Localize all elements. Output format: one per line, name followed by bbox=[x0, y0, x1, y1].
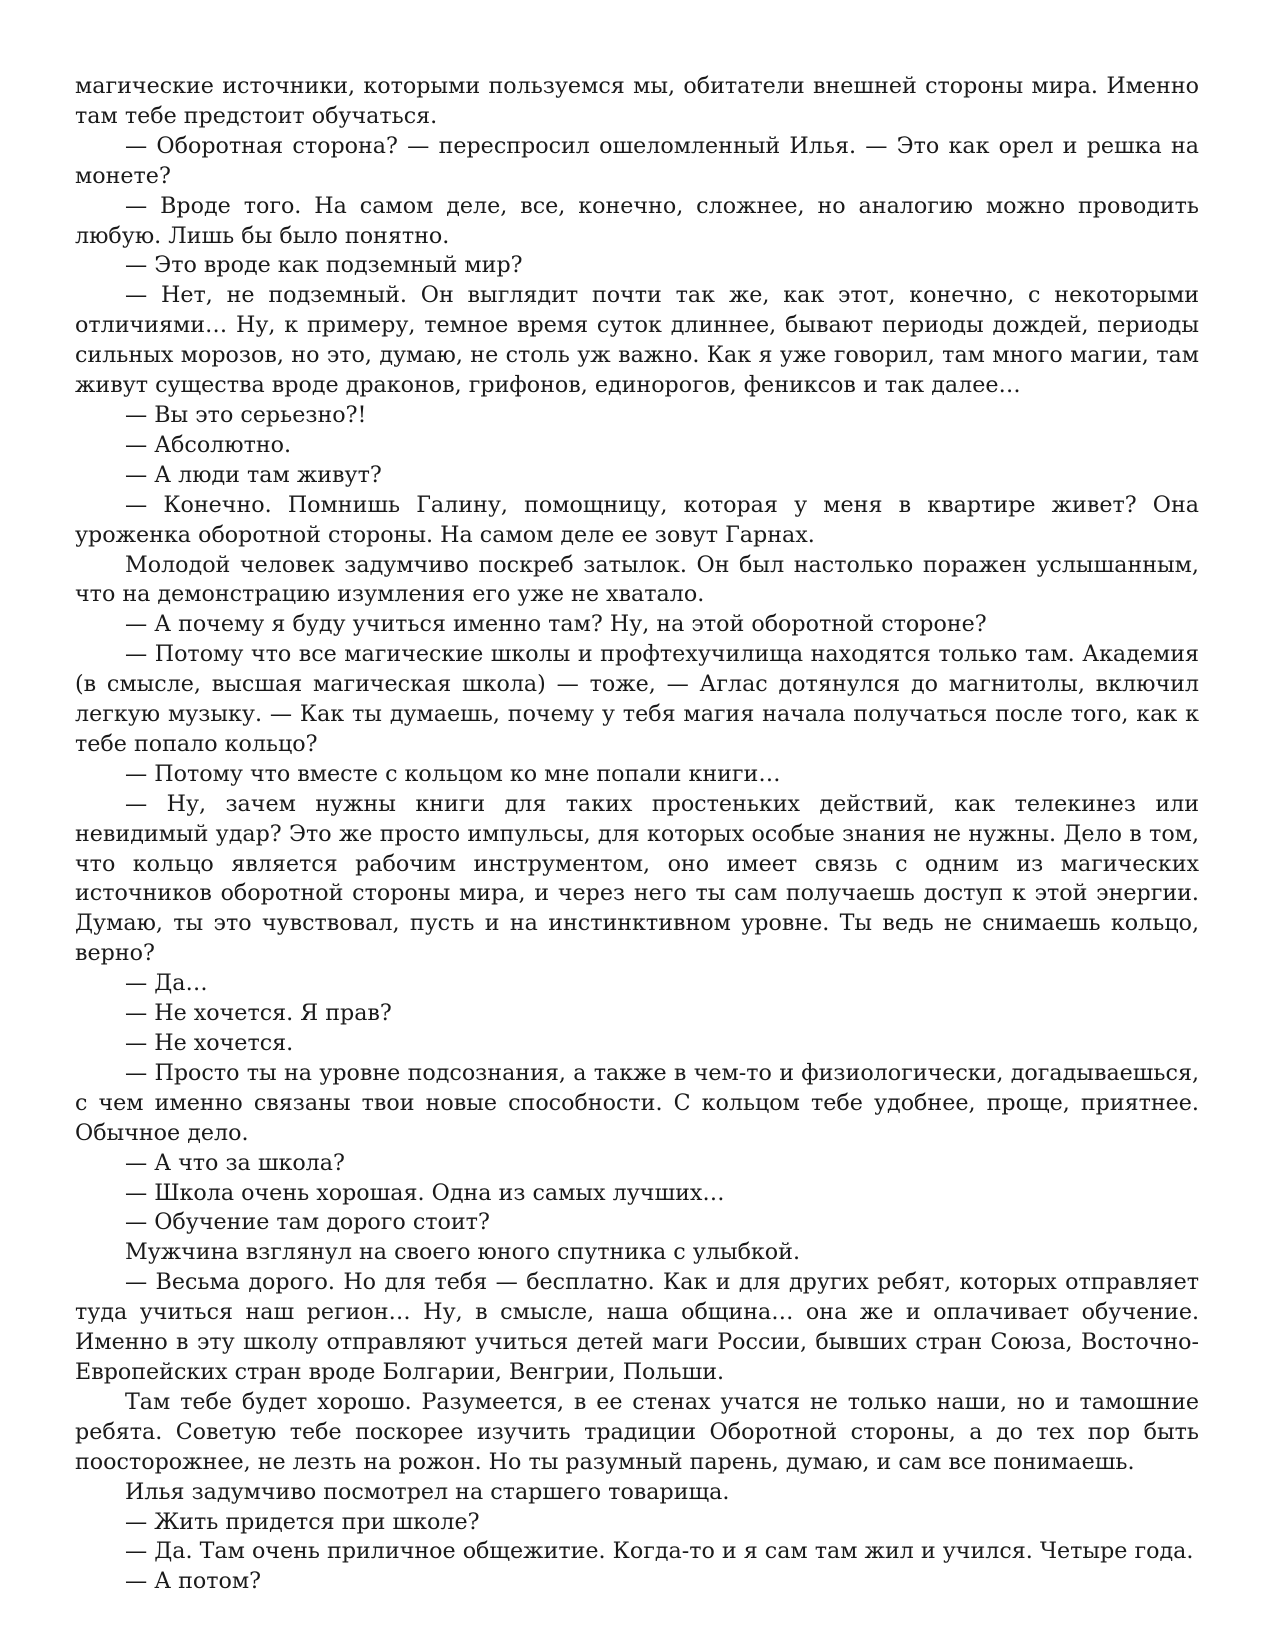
paragraph: — Вроде того. На самом деле, все, конечно, сложнее, но аналогию можно проводить любую. Лишь бы было понятно. bbox=[75, 192, 1199, 249]
paragraph: — Весьма дорого. Но для тебя — бесплатно. Как и для других ребят, которых отправляет туда учиться наш регион… Ну, в смысле, наша община… она же и оплачивает обучение. Именно в эту школу отправляют учиться детей маги России, бывших стран Союза, Восточно-Европейских стран вроде Болгарии, Венгрии, Польши. bbox=[75, 1269, 1199, 1385]
paragraph: — Школа очень хорошая. Одна из самых лучших… bbox=[125, 1179, 725, 1206]
paragraph: — А что за школа? bbox=[125, 1149, 345, 1176]
paragraph: — А почему я буду учиться именно там? Ну, на этой оборотной стороне? bbox=[125, 611, 987, 638]
paragraph: — Ну, зачем нужны книги для таких простеньких действий, как телекинез или невидимый удар? Это же просто импульсы, для которых особые знания не нужны. Дело в том, что кольцо является рабочим инструментом, оно имеет связь с одним из магических источников оборотной стороны мира, и через него ты сам получаешь доступ к этой энергии. Думаю, ты это чувствовал, пусть и на инстинктивном уровне. Ты ведь не снимаешь кольцо, верно? bbox=[75, 790, 1199, 967]
paragraph: — Да. Там очень приличное общежитие. Когда-то и я сам там жил и учился. Четыре года. bbox=[125, 1538, 1194, 1565]
paragraph: — Конечно. Помнишь Галину, помощницу, которая у меня в квартире живет? Она уроженка оборотной стороны. На самом деле ее зовут Гарнах. bbox=[75, 491, 1199, 548]
paragraph: Мужчина взглянул на своего юного спутника с улыбкой. bbox=[125, 1239, 800, 1266]
paragraph: Молодой человек задумчиво поскреб затылок. Он был настолько поражен услышанным, что на демонстрацию изумления его уже не хватало. bbox=[75, 551, 1199, 608]
paragraph: магические источники, которыми пользуемся мы, обитатели внешней стороны мира. Именно там тебе предстоит обучаться. bbox=[75, 73, 1199, 129]
paragraph: — Не хочется. Я прав? bbox=[125, 1000, 392, 1027]
paragraph: — А потом? bbox=[125, 1568, 262, 1595]
paragraph: — Потому что вместе с кольцом ко мне попали книги… bbox=[125, 760, 781, 787]
paragraph: — Нет, не подземный. Он выглядит почти так же, как этот, конечно, с некоторыми отличиями… Ну, к примеру, темное время суток длиннее, бывают периоды дождей, периоды сильных морозов, но это, думаю, не столь уж важно. Как я уже говорил, там много магии, там живут существа вроде драконов, грифонов, единорогов, фениксов и так далее… bbox=[75, 282, 1199, 399]
paragraph: — Не хочется. bbox=[125, 1030, 294, 1056]
paragraph: — А люди там живут? bbox=[125, 461, 382, 488]
paragraph: — Потому что все магические школы и профтехучилища находятся только там. Академия (в смысле, высшая магическая школа) — тоже, — Аглас дотянулся до магнитолы, включил легкую музыку. — Как ты думаешь, почему у тебя магия начала получаться после того, как к тебе попало кольцо? bbox=[75, 641, 1199, 757]
paragraph: — Жить придется при школе? bbox=[125, 1508, 480, 1535]
paragraph: Илья задумчиво посмотрел на старшего товарища. bbox=[125, 1478, 730, 1505]
paragraph: Там тебе будет хорошо. Разумеется, в ее стенах учатся не только наши, но и тамошние ребята. Советую тебе поскорее изучить традиции Оборотной стороны, а до тех пор быть поосторожнее, не лезть на рожон. Но ты разумный парень, думаю, и сам все понимаешь. bbox=[75, 1388, 1199, 1475]
paragraph: — Вы это серьезно?! bbox=[125, 401, 367, 428]
page-body bbox=[75, 72, 1199, 1597]
paragraph: — Обучение там дорого стоит? bbox=[125, 1209, 490, 1236]
paragraph: — Абсолютно. bbox=[125, 431, 292, 458]
paragraph: — Просто ты на уровне подсознания, а также в чем-то и физиологически, догадываешься, с чем именно связаны твои новые способности. С кольцом тебе удобнее, проще, приятнее. Обычное дело. bbox=[75, 1059, 1199, 1146]
paragraph: — Оборотная сторона? — переспросил ошеломленный Илья. — Это как орел и решка на монете? bbox=[75, 132, 1199, 189]
paragraph: — Это вроде как подземный мир? bbox=[125, 252, 523, 279]
paragraph: — Да… bbox=[125, 970, 208, 997]
